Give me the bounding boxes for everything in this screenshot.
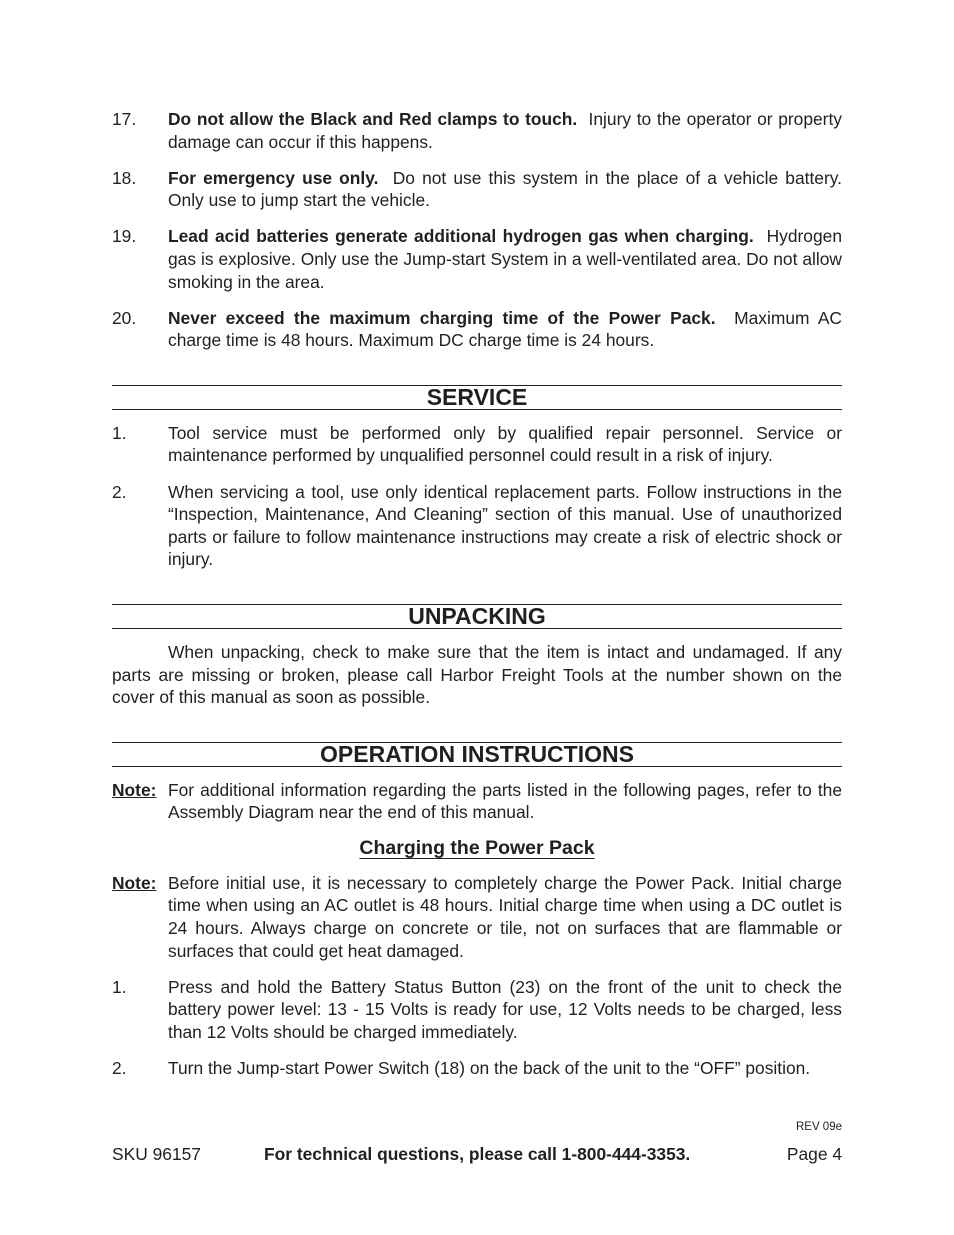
item-number: 20.	[112, 307, 137, 328]
charging-subheading	[112, 837, 842, 859]
item-text: Injury to the operator or property damage can occur if this happens.	[168, 109, 842, 152]
item-text: Maximum AC charge time is 48 hours. Maximum DC charge time is 24 hours.	[168, 307, 842, 351]
item-number: 2.	[112, 1058, 127, 1079]
charging-note	[112, 872, 842, 962]
subheading-text: Charging the Power Pack	[359, 836, 595, 859]
item-text: Press and hold the Battery Status Button (23) on the front of the unit to check the battery power level: 13 - 15 Volts is ready for use, 12 Volts needs to be charged, less than 12 Volts should be charged immediately.	[168, 976, 842, 1042]
item-warning: Never exceed the maximum charging time of the Power Pack.	[168, 307, 716, 328]
item-number: 1.	[112, 422, 127, 443]
item-text: Hydrogen gas is explosive. Only use the Jump-start System in a well-ventilated area. Do not allow smoking in the area.	[168, 226, 842, 292]
operation-item-2	[112, 1057, 842, 1080]
item-text: When servicing a tool, use only identical replacement parts. Follow instructions in the “Inspection, Maintenance, And Cleaning” section of this manual. Use of unauthorized parts or failure to follow maintenance instructions may create a risk of electric shock or injury.	[168, 481, 842, 570]
item-number: 17.	[112, 109, 137, 129]
item-warning: Do not allow the Black and Red clamps to touch.	[168, 109, 578, 129]
footer-page-number: Page 4	[786, 1144, 842, 1164]
safety-item-19	[112, 225, 842, 293]
item-number: 2.	[112, 481, 127, 502]
note-label: Note:	[112, 779, 157, 800]
footer-sku: SKU 96157	[112, 1144, 201, 1164]
item-warning: Lead acid batteries generate additional hydrogen gas when charging.	[168, 226, 754, 247]
safety-item-18	[112, 167, 842, 212]
service-heading: SERVICE	[112, 385, 842, 410]
item-number: 19.	[112, 226, 137, 247]
service-item-2	[112, 481, 842, 571]
note-text: For additional information regarding the parts listed in the following pages, refer to the Assembly Diagram near the end of this manual.	[168, 779, 842, 823]
note-text: Before initial use, it is necessary to completely charge the Power Pack. Initial charge time when using an AC outlet is 48 hours. Initial charge time when using a DC outlet is 24 hours. Always charge on concrete or tile, not on surfaces that are flammable or surfaces that could get heat damaged.	[168, 872, 842, 961]
unpacking-paragraph: When unpacking, check to make sure that the item is intact and undamaged. If any parts are missing or broken, please call Harbor Freight Tools at the number shown on the cover of this manual as soon as possible.	[112, 641, 842, 708]
manual-page	[112, 108, 842, 1080]
operation-note	[112, 779, 842, 824]
operation-item-1	[112, 976, 842, 1044]
page-footer	[112, 1143, 842, 1167]
item-text: Tool service must be performed only by qualified repair personnel. Service or maintenance performed by unqualified personnel could result in a risk of injury.	[168, 422, 842, 466]
footer-contact: For technical questions, please call 1-800-444-3353.	[264, 1144, 691, 1164]
safety-item-20	[112, 307, 842, 352]
item-number: 18.	[112, 167, 137, 188]
item-text: Do not use this system in the place of a vehicle battery. Only use to jump start the vehicle.	[168, 167, 842, 211]
item-text: Turn the Jump-start Power Switch (18) on the back of the unit to the “OFF” position.	[168, 1058, 811, 1079]
safety-item-17	[112, 108, 842, 153]
item-number: 1.	[112, 976, 127, 997]
note-label: Note:	[112, 872, 157, 893]
operation-heading: OPERATION INSTRUCTIONS	[112, 742, 842, 767]
item-warning: For emergency use only.	[168, 167, 379, 188]
unpacking-heading: UNPACKING	[112, 604, 842, 629]
service-item-1	[112, 422, 842, 467]
revision-label: REV 09e	[795, 1121, 842, 1133]
